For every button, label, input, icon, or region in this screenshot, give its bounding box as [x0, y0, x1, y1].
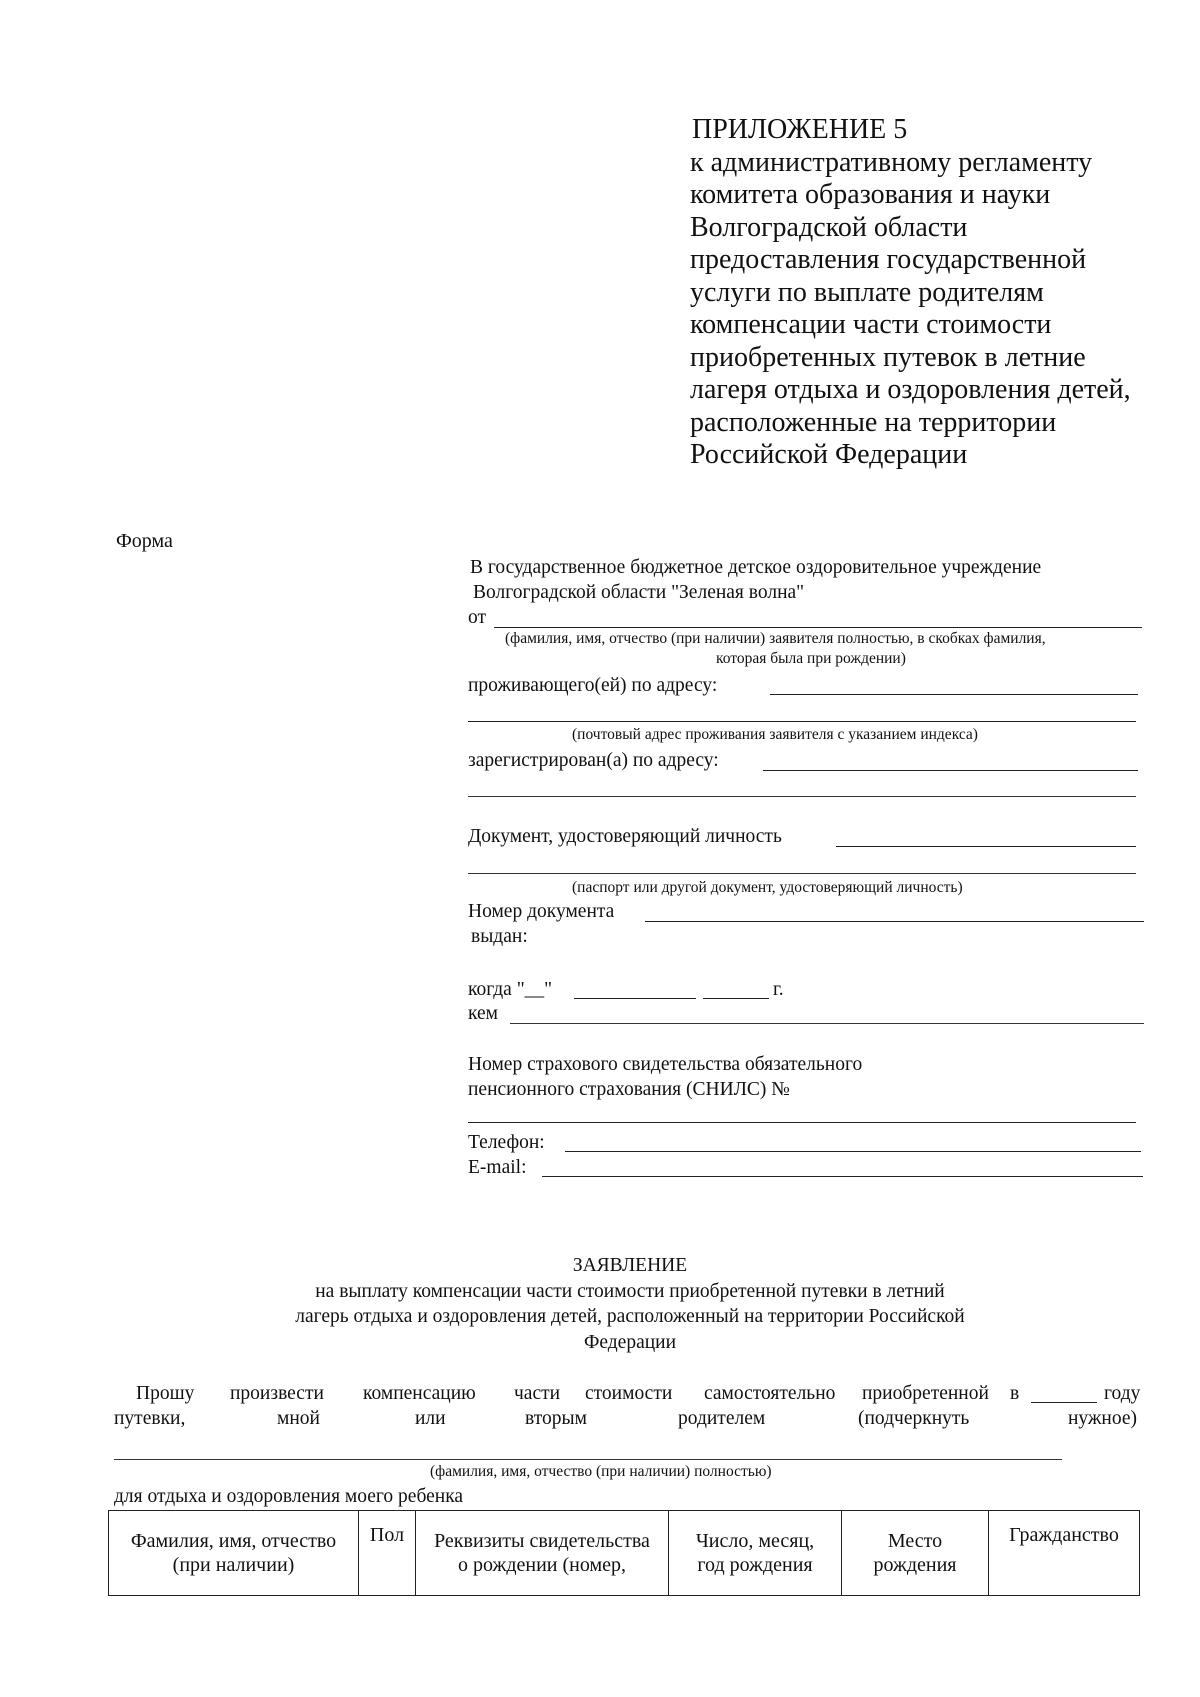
- form-label: Форма: [116, 530, 173, 552]
- when-month-field[interactable]: [574, 998, 696, 999]
- appendix-line: Российской Федерации: [690, 439, 968, 470]
- phone-label: Телефон:: [468, 1132, 545, 1153]
- body-word: Прошу: [136, 1383, 195, 1404]
- body-word: приобретенной: [862, 1383, 989, 1404]
- body-word: путевки,: [114, 1408, 186, 1429]
- when-year-field[interactable]: [703, 998, 769, 999]
- id-doc-hint: (паспорт или другой документ, удостоверяющий личность): [572, 879, 963, 896]
- children-table: [108, 1510, 1140, 1596]
- issued-label: выдан:: [471, 926, 528, 947]
- id-doc-label: Документ, удостоверяющий личность: [468, 826, 782, 847]
- body-word: в: [1010, 1383, 1020, 1404]
- email-label: E-mail:: [468, 1157, 527, 1178]
- col-header-fullname: Фамилия, имя, отчество (при наличии): [109, 1511, 359, 1596]
- col-header-birth-cert: Реквизиты свидетельства о рождении (номер,: [416, 1511, 669, 1596]
- phone-field[interactable]: [565, 1151, 1141, 1152]
- from-hint-2: которая была при рождении): [716, 650, 906, 667]
- body-word: нужное): [1068, 1408, 1137, 1429]
- application-subtitle-2: лагерь отдыха и оздоровления детей, расположенный на территории Российской: [295, 1306, 965, 1327]
- body-word: самостоятельно: [704, 1383, 836, 1404]
- from-field[interactable]: [494, 627, 1142, 628]
- appendix-line: расположенные на территории: [690, 406, 1057, 438]
- year-suffix: г.: [773, 979, 784, 1000]
- col-header-sex: Пол: [359, 1511, 416, 1596]
- appendix-line: к административному регламенту: [690, 146, 1093, 178]
- child-line: для отдыха и оздоровления моего ребенка: [114, 1486, 464, 1507]
- col-header-birthplace: Место рождения: [842, 1511, 989, 1596]
- parent-name-field[interactable]: [114, 1459, 1062, 1460]
- appendix-line: ПРИЛОЖЕНИЕ 5: [692, 114, 908, 145]
- appendix-line: Волгоградской области: [690, 211, 968, 243]
- body-word: части: [514, 1383, 561, 1404]
- appendix-line: комитета образования и науки: [690, 179, 1051, 210]
- body-word: вторым: [525, 1408, 587, 1429]
- from-hint-1: (фамилия, имя, отчество (при наличии) заявителя полностью, в скобках фамилия,: [505, 630, 1046, 647]
- appendix-header: [690, 114, 1131, 472]
- body-word: (подчеркнуть: [858, 1408, 970, 1429]
- doc-number-field[interactable]: [645, 921, 1144, 922]
- snils-label-1: Номер страхового свидетельства обязательного: [468, 1054, 863, 1075]
- registered-field[interactable]: [763, 770, 1138, 771]
- when-label: когда "__": [468, 979, 553, 1000]
- application-subtitle-3: Федерации: [583, 1332, 677, 1353]
- email-field[interactable]: [542, 1176, 1143, 1177]
- body-word: родителем: [678, 1408, 766, 1429]
- application-title: ЗАЯВЛЕНИЕ: [572, 1255, 688, 1276]
- appendix-line: предоставления государственной: [690, 244, 1087, 275]
- col-header-citizenship: Гражданство: [989, 1511, 1140, 1596]
- registered-label: зарегистрирован(а) по адресу:: [468, 750, 719, 771]
- body-word: произвести: [230, 1383, 324, 1404]
- table-header-row: [109, 1511, 1140, 1596]
- appendix-line: приобретенных путевок в летние: [690, 341, 1086, 373]
- addressee-line-1: В государственное бюджетное детское оздоровительное учреждение: [470, 557, 1042, 578]
- by-whom-field[interactable]: [510, 1023, 1144, 1024]
- appendix-line: лагеря отдыха и оздоровления детей,: [690, 374, 1131, 405]
- registered-field-2[interactable]: [468, 796, 1136, 797]
- addressee-line-2: Волгоградской области "Зеленая волна": [473, 582, 805, 603]
- doc-number-label: Номер документа: [468, 901, 615, 922]
- by-whom-label: кем: [468, 1003, 498, 1024]
- residing-field[interactable]: [770, 694, 1138, 695]
- application-subtitle-1: на выплату компенсации части стоимости приобретенной путевки в летний: [315, 1281, 945, 1302]
- body-word: году: [1104, 1383, 1141, 1404]
- name-hint: (фамилия, имя, отчество (при наличии) полностью): [430, 1463, 772, 1480]
- body-word: мной: [277, 1408, 320, 1429]
- residing-label: проживающего(ей) по адресу:: [468, 675, 718, 696]
- residing-field-2[interactable]: [468, 721, 1136, 722]
- appendix-line: услуги по выплате родителям: [690, 276, 1044, 308]
- year-field[interactable]: [1031, 1402, 1097, 1403]
- body-word: компенсацию: [363, 1383, 476, 1404]
- id-doc-field-2[interactable]: [468, 873, 1136, 874]
- body-word: или: [415, 1408, 446, 1429]
- appendix-line: компенсации части стоимости: [690, 309, 1052, 340]
- snils-label-2: пенсионного страхования (СНИЛС) №: [468, 1079, 790, 1100]
- col-header-birthdate: Число, месяц, год рождения: [669, 1511, 842, 1596]
- id-doc-field[interactable]: [836, 846, 1136, 847]
- snils-field[interactable]: [468, 1122, 1136, 1123]
- body-word: стоимости: [585, 1383, 673, 1404]
- from-label: от: [468, 607, 487, 628]
- residing-hint: (почтовый адрес проживания заявителя с указанием индекса): [572, 726, 978, 743]
